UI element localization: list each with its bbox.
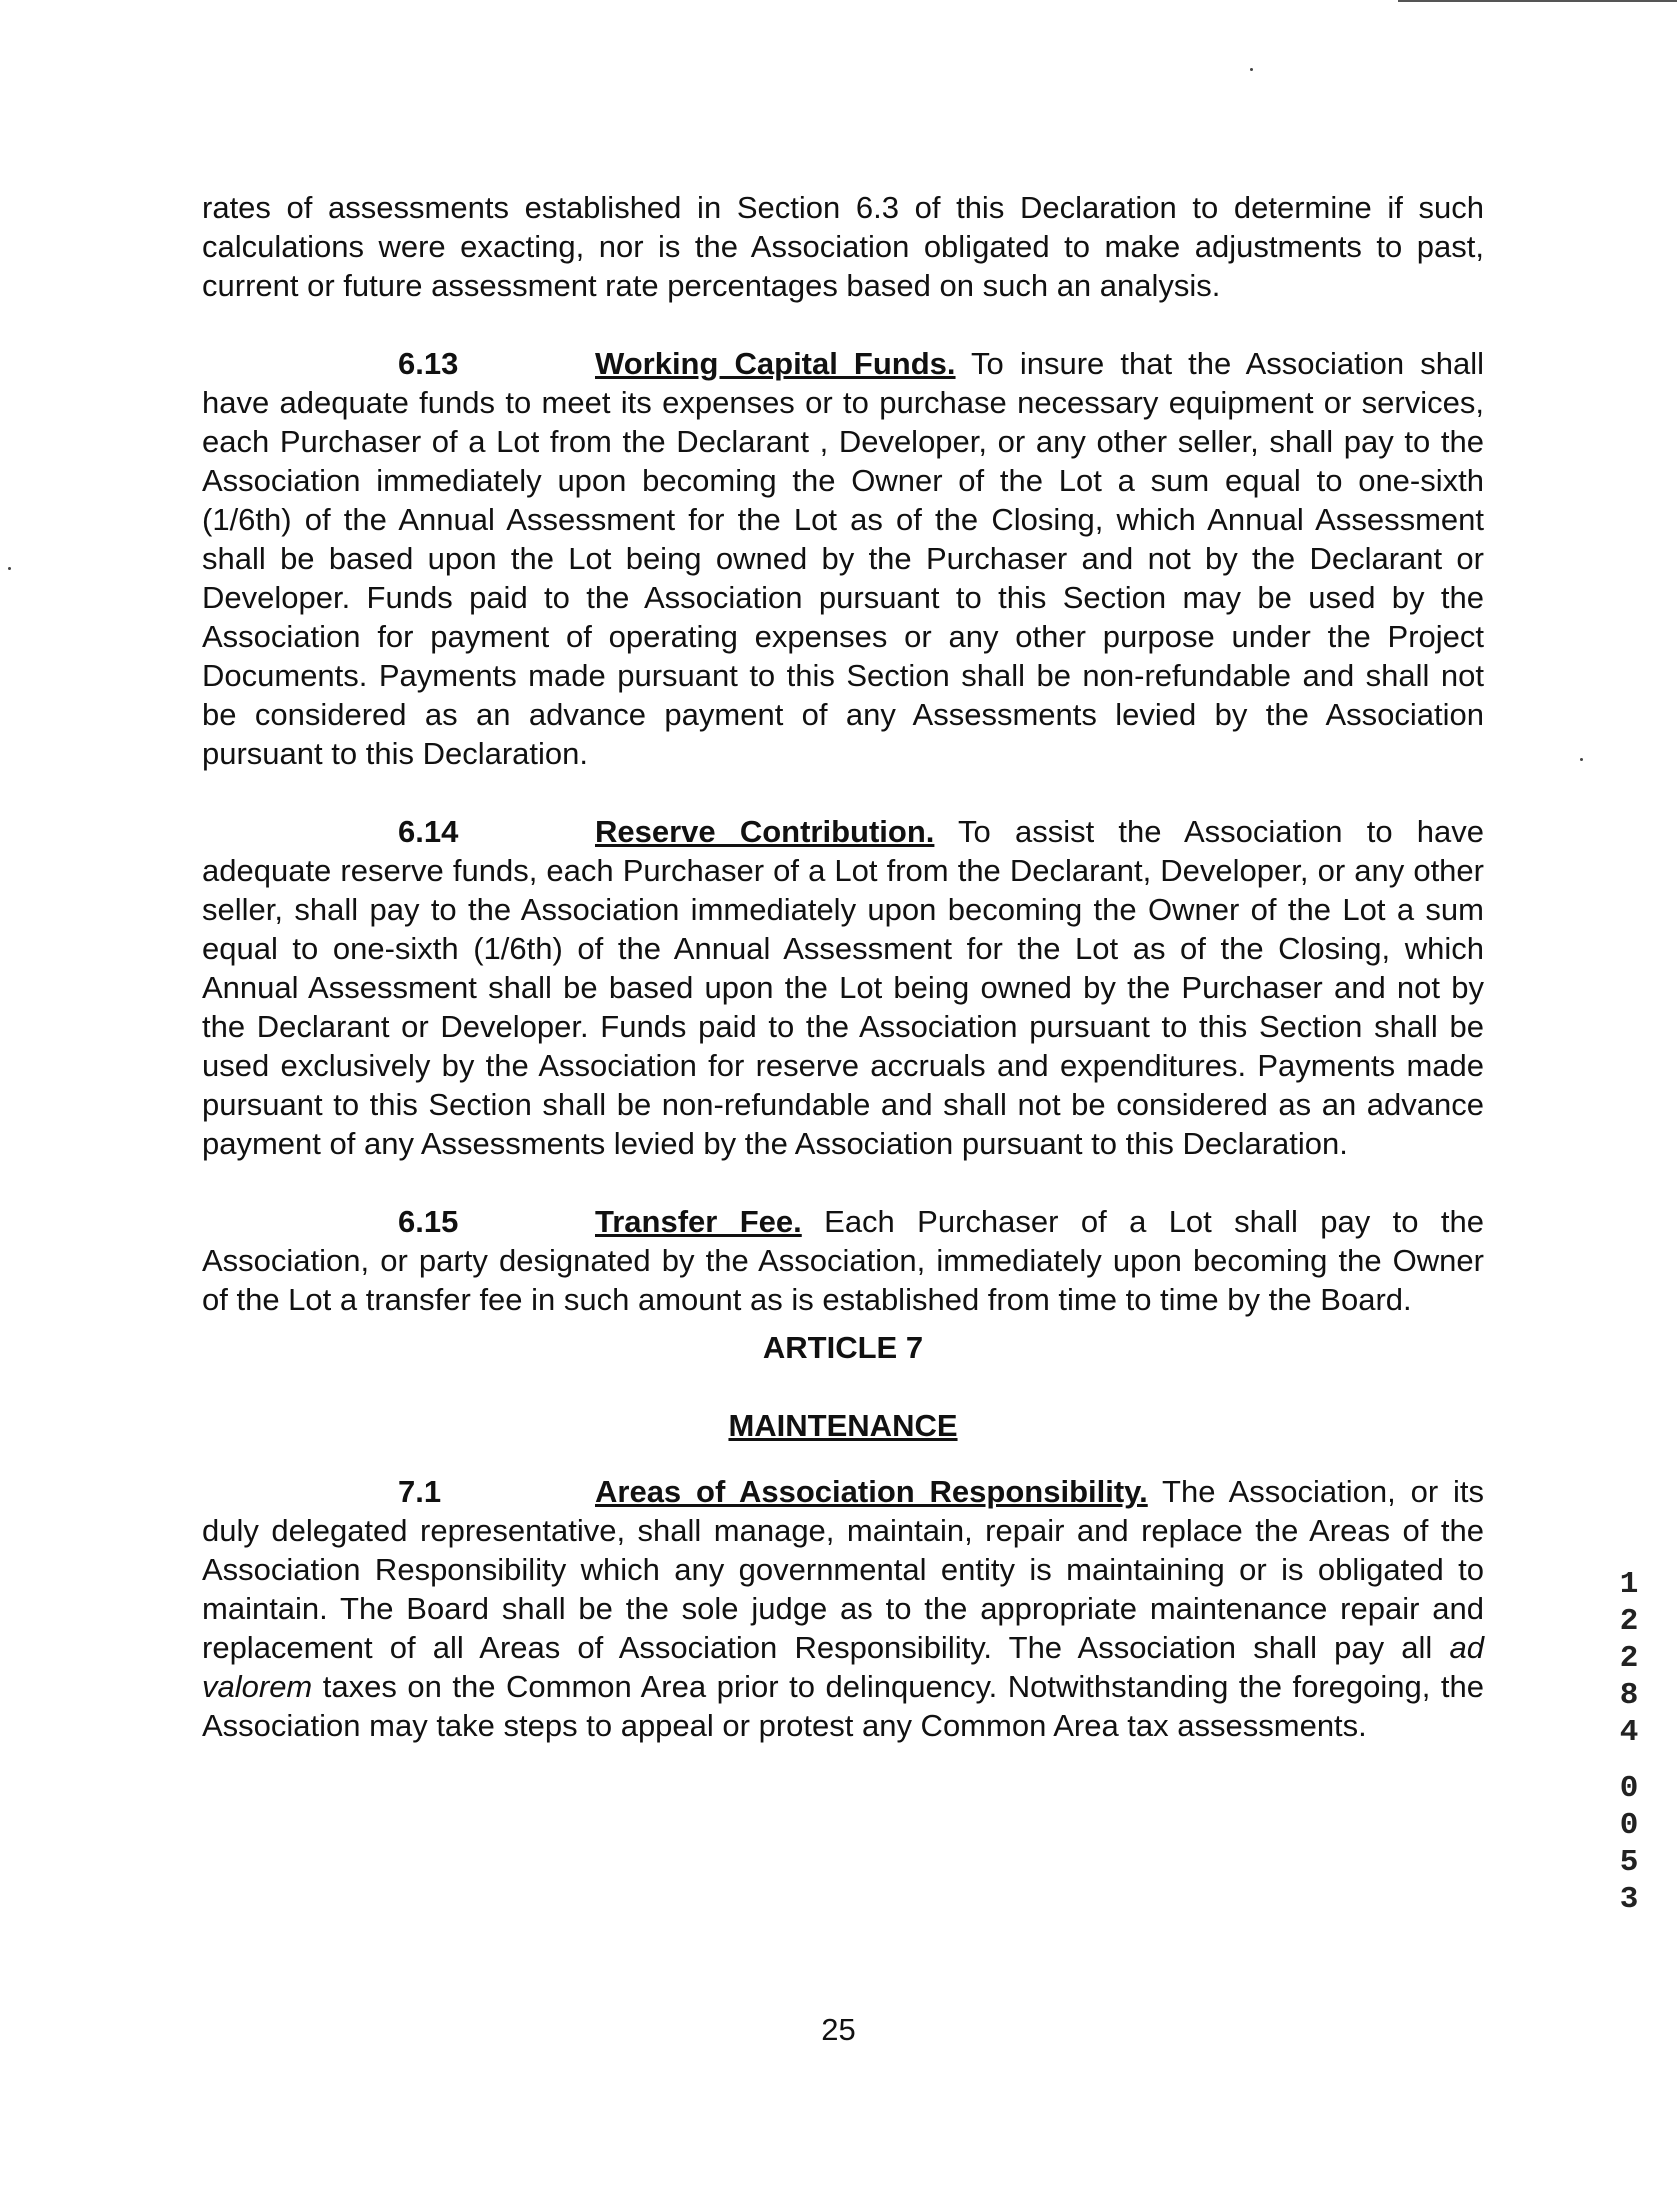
recording-stamp-lower: 0053 [1619,1771,1639,1917]
section-heading: Areas of Association Responsibility. [595,1474,1148,1509]
section-body-part-2: taxes on the Common Area prior to delinquency. Notwithstanding the foregoing, the Association may take steps to appeal or protest any Common Area tax assessments. [202,1669,1484,1743]
section-6-15 [202,1202,1484,1319]
section-body: To insure that the Association shall have adequate funds to meet its expenses or to purchase necessary equipment or services, each Purchaser of a Lot from the Declarant , Developer, or any other seller, shall pay to the Association immediately upon becoming the Owner of the Lot a sum equal to one-sixth (1/6th) of the Annual Assessment for the Lot as of the Closing, which Annual Assessment shall be based upon the Lot being owned by the Purchaser and not by the Declarant or Developer. Funds paid to the Association pursuant to this Section may be used by the Association for payment of operating expenses or any other purpose under the Project Documents. Payments made pursuant to this Section shall be non-refundable and shall not be considered as an advance payment of any Assessments levied by the Association pursuant to this Declaration. [202,346,1484,771]
section-7-1 [202,1472,1484,1745]
section-number: 6.14 [398,814,459,849]
section-heading: Reserve Contribution. [595,814,935,849]
recording-stamp-upper: 12284 [1619,1567,1639,1750]
section-number: 7.1 [398,1474,442,1509]
page-number: 25 [821,2012,856,2047]
top-edge-rule [1398,0,1677,2]
section-body: Each Purchaser of a Lot shall pay to the Association, or party designated by the Association, immediately upon becoming the Owner of the Lot a transfer fee in such amount as is established from time to time by the Board. [202,1204,1484,1317]
section-6-14 [202,812,1484,1163]
article-subtitle: MAINTENANCE [728,1408,958,1443]
section-heading: Transfer Fee. [595,1204,802,1239]
section-body: To assist the Association to have adequate reserve funds, each Purchaser of a Lot from the Declarant, Developer, or any other seller, shall pay to the Association immediately upon becoming the Owner of the Lot a sum equal to one-sixth (1/6th) of the Annual Assessment for the Lot as of the Closing, which Annual Assessment shall be based upon the Lot being owned by the Purchaser and not by the Declarant or Developer. Funds paid to the Association pursuant to this Section shall be used exclusively by the Association for reserve accruals and expenditures. Payments made pursuant to this Section shall be non-refundable and shall not be considered as an advance payment of any Assessments levied by the Association pursuant to this Declaration. [202,814,1484,1161]
italic-phrase: ad valorem [202,1630,1484,1704]
section-body-part-1: The Association, or its duly delegated representative, shall manage, maintain, repair and replace the Areas of the Association Responsibility which any governmental entity is maintaining or is obligated to maintain. The Board shall be the sole judge as to the appropriate maintenance repair and replacement of all Areas of Association Responsibility. The Association shall pay all [202,1474,1484,1665]
intro-paragraph: rates of assessments established in Section 6.3 of this Declaration to determine if such calculations were exacting, nor is the Association obligated to make adjustments to past, current or future assessment rate percentages based on such an analysis. [202,190,1484,303]
section-6-13 [202,344,1484,773]
article-title: ARTICLE 7 [762,1330,924,1365]
section-number: 6.13 [398,346,459,381]
scan-speck [1580,758,1583,761]
scan-speck [8,567,11,570]
page-body [202,188,1484,1784]
scan-speck [1250,68,1253,71]
section-heading: Working Capital Funds. [595,346,956,381]
section-number: 6.15 [398,1204,459,1239]
